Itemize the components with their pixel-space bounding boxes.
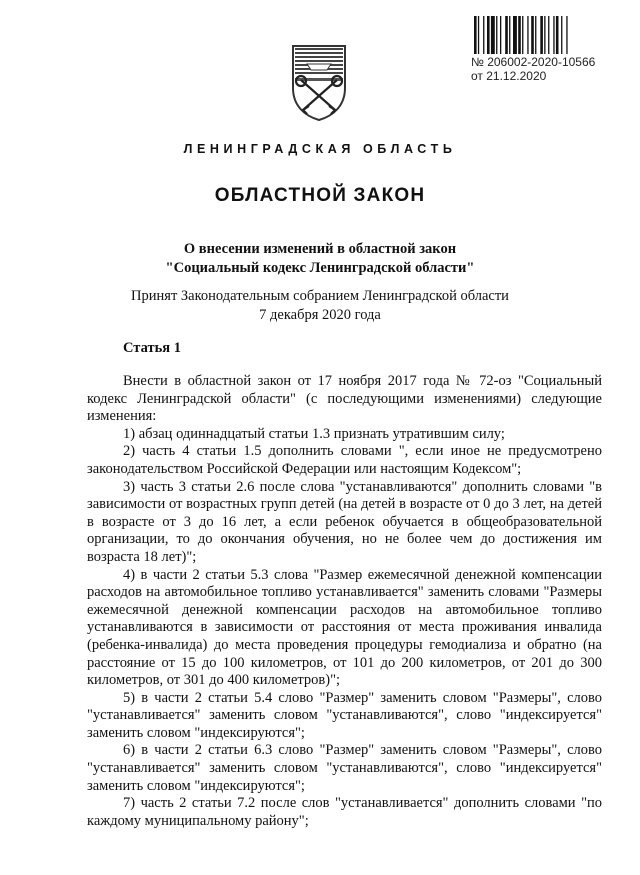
adoption-line-1: Принят Законодательным собранием Ленинградской области bbox=[131, 288, 509, 304]
article-heading: Статья 1 bbox=[123, 340, 181, 356]
article-item: 2) часть 4 статьи 1.5 дополнить словами ", если иное не предусмотрено законодательством Российской Федерации или настоящим Кодексом"; bbox=[87, 443, 602, 477]
article-body bbox=[87, 373, 602, 830]
article-item: 6) в части 2 статьи 6.3 слово "Размер" заменить словом "Размеры", слово "устанавливается" заменить словом "устанавливаются", слово "индексируется" заменить словом "индексируются"; bbox=[87, 742, 602, 794]
region-name: ЛЕНИНГРАДСКАЯ ОБЛАСТЬ bbox=[183, 142, 457, 156]
registration-number: № 206002-2020-10566 bbox=[471, 55, 596, 69]
document-type: ОБЛАСТНОЙ ЗАКОН bbox=[214, 185, 426, 206]
adoption-date: 7 декабря 2020 года bbox=[259, 307, 381, 323]
law-title bbox=[0, 240, 640, 278]
law-title-line-1: О внесении изменений в областной закон bbox=[183, 241, 457, 257]
article-item: 4) в части 2 статьи 5.3 слова "Размер ежемесячной денежной компенсации расходов на автомобильное топливо устанавливается" заменить словами "Размеры ежемесячной денежной компенсации расходов на автомобильное топливо устанавливаются в зависимости от расстояния от места проживания инвалида (ребенка-инвалида) до места проведения процедуры гемодиализа и обратно (на расстояние от 15 до 100 километров, от 101 до 200 километров, от 201 до 300 километров, от 301 до 400 километров)"; bbox=[87, 566, 602, 689]
article-item: 5) в части 2 статьи 5.4 слово "Размер" заменить словом "Размеры", слово "устанавливается" заменить словом "устанавливаются", слово "индексируется" заменить словом "индексируются"; bbox=[87, 689, 602, 741]
barcode-icon bbox=[474, 16, 606, 54]
law-title-line-2: "Социальный кодекс Ленинградской области" bbox=[165, 260, 475, 276]
article-item: 3) часть 3 статьи 2.6 после слова "устанавливаются" дополнить словами "в зависимости от возрастных групп детей (на детей в возрасте от 0 до 3 лет, на детей в возрасте от 3 до 16 лет, а если ребенок обучается в общеобразовательной организации, то до окончания обучения, но не более чем до достижения им возраста 18 лет)"; bbox=[87, 478, 602, 565]
article-item: 1) абзац одиннадцатый статьи 1.3 признать утратившим силу; bbox=[123, 425, 505, 442]
adoption-note bbox=[0, 287, 640, 325]
registration-date: от 21.12.2020 bbox=[471, 69, 547, 83]
coat-of-arms-icon bbox=[287, 44, 351, 122]
registration-block bbox=[471, 55, 621, 83]
article-item: 7) часть 2 статьи 7.2 после слов "устанавливается" дополнить словами "по каждому муниципальному району"; bbox=[87, 795, 602, 829]
article-paragraph: Внести в областной закон от 17 ноября 2017 года № 72-оз "Социальный кодекс Ленинградской области" (с последующими изменениями) следующие изменения: bbox=[87, 373, 602, 425]
